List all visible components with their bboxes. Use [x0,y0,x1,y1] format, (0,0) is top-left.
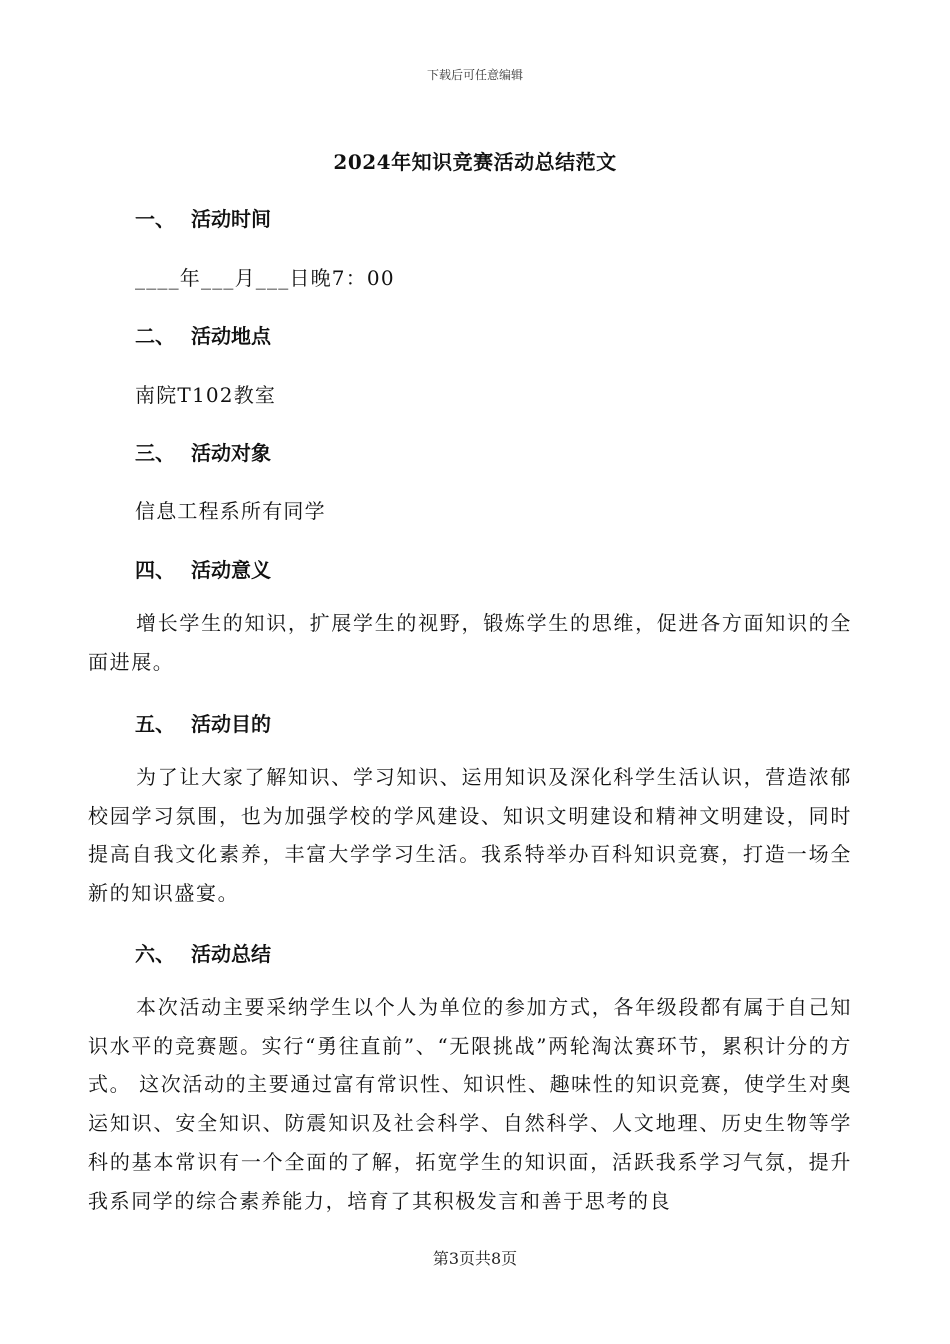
page-number-footer: 第3页共8页 [432,1249,518,1268]
header-note: 下载后可任意编辑 [426,68,523,82]
section-number: 六、 [135,942,175,966]
section-heading-purpose [135,708,271,737]
section-title: 活动地点 [191,324,271,348]
section-title: 活动时间 [191,207,271,231]
section-heading-significance [135,554,271,583]
section-heading-audience [135,437,271,466]
section-title: 活动总结 [191,942,271,966]
section-number: 四、 [135,558,175,582]
section-heading-location [135,320,271,349]
section-title: 活动意义 [191,558,271,582]
summary-paragraph: 本次活动主要采纳学生以个人为单位的参加方式，各年级段都有属于自己知识水平的竞赛题。实行“勇往直前”、“无限挑战”两轮淘汰赛环节，累积计分的方式。 这次活动的主要通过富有常识性、知识性、趣味性的知识竞赛，使学生对奥运知识、安全知识、防震知识及社会科学、自然科学、人文地理、历史生物等学科的基本常识有一个全面的了解，拓宽学生的知识面，活跃我系学习气氛，提升我系同学的综合素养能力，培育了其积极发言和善于思考的良 [88,995,852,1213]
section-number: 一、 [135,207,175,231]
significance-paragraph: 增长学生的知识，扩展学生的视野，锻炼学生的思维，促进各方面知识的全面进展。 [88,611,852,674]
purpose-paragraph: 为了让大家了解知识、学习知识、运用知识及深化科学生活认识，营造浓郁校园学习氛围，也为加强学校的学风建设、知识文明建设和精神文明建设，同时提高自我文化素养，丰富大学学习生活。我系特举办百科知识竞赛，打造一场全新的知识盛宴。 [88,765,852,906]
section-number: 二、 [135,324,175,348]
section-title: 活动对象 [191,441,271,465]
activity-time-value: ____年___月___日晚7：00 [135,266,395,290]
section-heading-summary [135,938,271,967]
section-title: 活动目的 [191,712,271,736]
activity-audience-value: 信息工程系所有同学 [135,499,326,523]
section-number: 五、 [135,712,175,736]
activity-location-value: 南院T102教室 [135,383,277,407]
document-title: 2024年知识竞赛活动总结范文 [333,150,617,174]
section-number: 三、 [135,441,175,465]
section-heading-time [135,203,271,232]
